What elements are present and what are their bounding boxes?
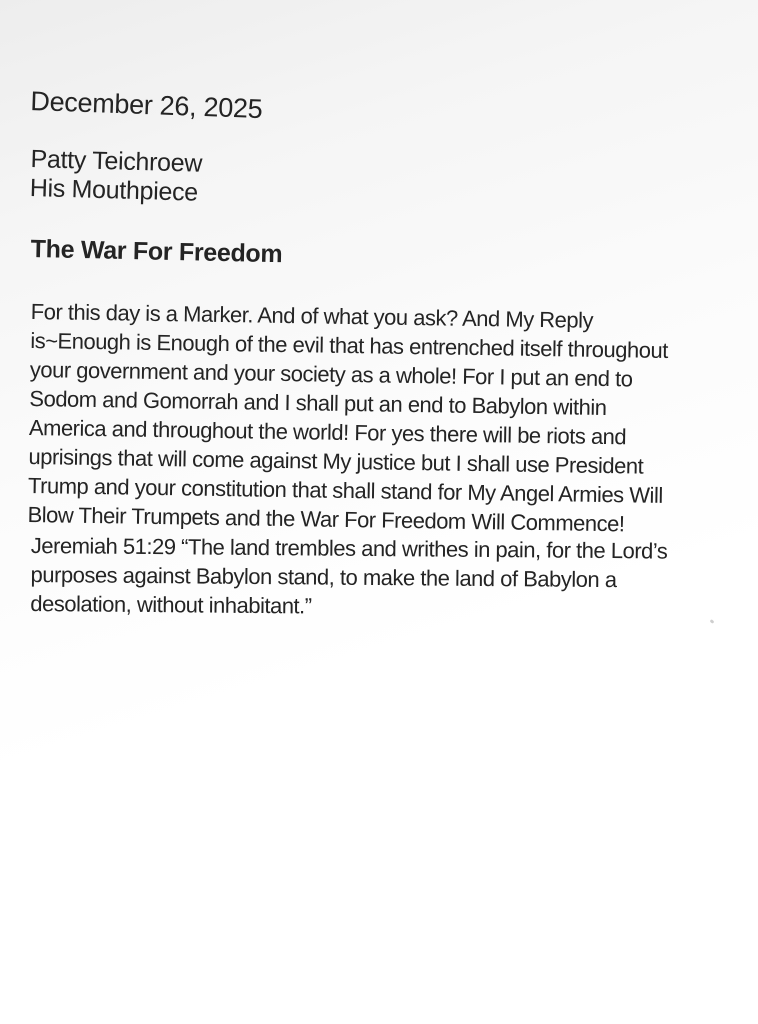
paper-speck [710, 619, 715, 624]
letter-content [27, 86, 669, 619]
author-subtitle: His Mouthpiece [29, 173, 199, 207]
letter-title: The War For Freedom [30, 234, 283, 269]
text-line: America and throughout the world! For yes there will be riots and [28, 414, 627, 450]
text-line: Jeremiah 51:29 “The land trembles and writhes in pain, for the Lord’s [30, 532, 668, 564]
text-line: purposes against Babylon stand, to make the land of Babylon a [30, 561, 617, 593]
text-line: your government and your society as a whole! For I put an end to [29, 356, 633, 392]
text-line: desolation, without inhabitant.” [30, 590, 312, 619]
text-line: Sodom and Gomorrah and I shall put an end to Babylon within [29, 385, 607, 421]
text-line: uprisings that will come against My justice but I shall use President [28, 443, 644, 479]
letter-date: December 26, 2025 [29, 86, 263, 125]
text-line: Trump and your constitution that shall stand for My Angel Armies Will [27, 472, 663, 508]
author-name: Patty Teichroew [30, 145, 203, 178]
text-line: is~Enough is Enough of the evil that has entrenched itself throughout [30, 327, 669, 364]
letter-byline [29, 145, 668, 221]
scripture-quote [30, 531, 668, 624]
text-line: For this day is a Marker. And of what you ask? And My Reply [30, 298, 594, 333]
text-line: Blow Their Trumpets and the War For Freedom Will Commence! [27, 501, 625, 537]
letter-body-paragraph [27, 297, 668, 539]
